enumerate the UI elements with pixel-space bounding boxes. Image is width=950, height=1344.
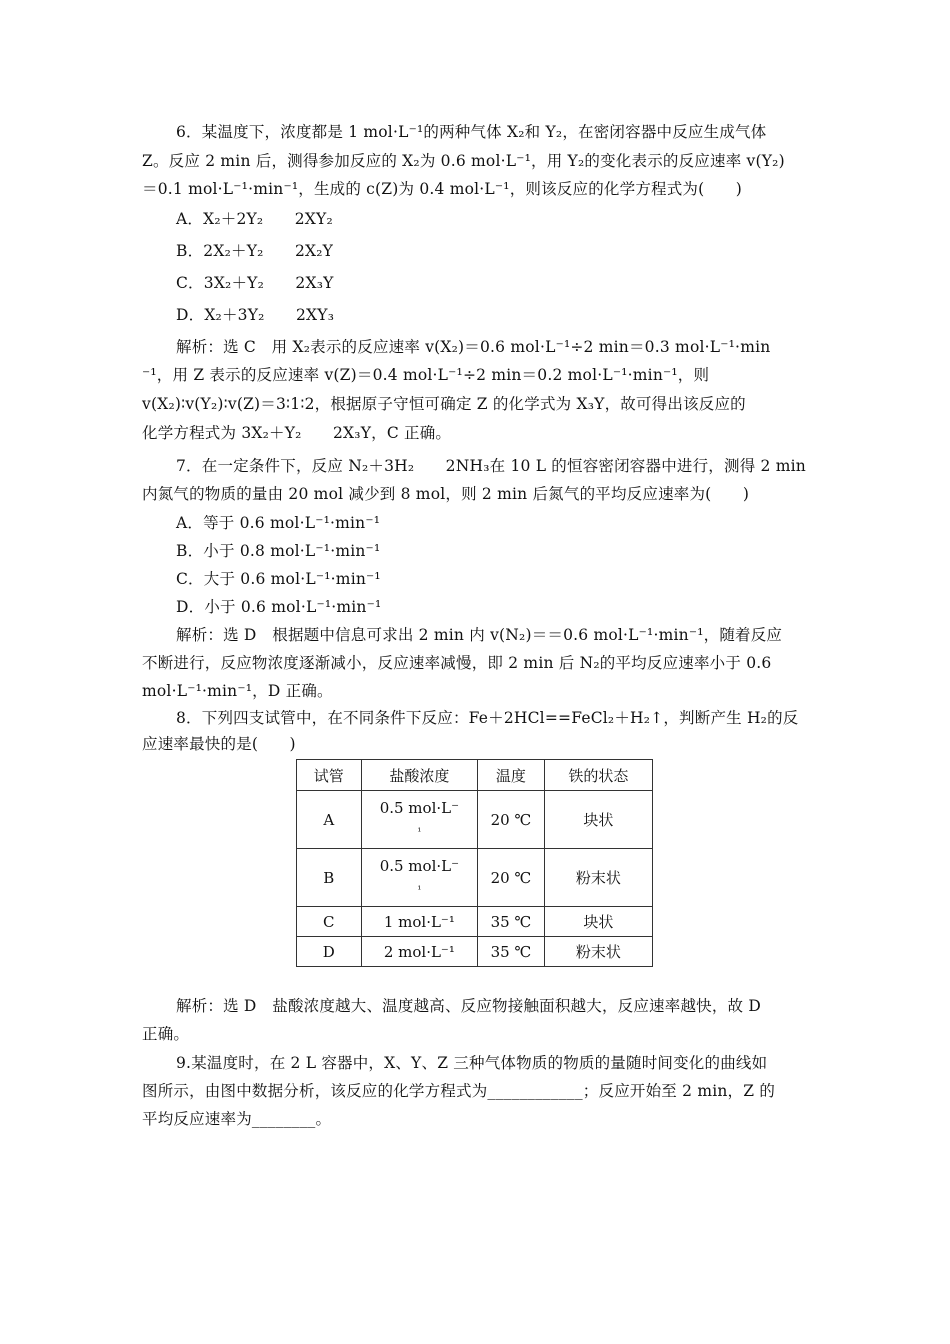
q7-option-d: D．小于 0.6 mol·L⁻¹·min⁻¹ [176, 598, 382, 616]
q6-option-b: B．2X₂＋Y₂ 2X₂Y [176, 242, 334, 260]
header-iron-state: 铁的状态 [544, 760, 652, 791]
q6-option-d: D．X₂＋3Y₂ 2XY₃ [176, 306, 335, 324]
q9-stem-line-1: 9.某温度时，在 2 L 容器中，X、Y、Z 三种气体物质的物质的量随时间变化的曲线如 [176, 1054, 768, 1072]
header-tube: 试管 [297, 760, 362, 791]
q8-analysis-line-2: 正确。 [142, 1025, 190, 1043]
q7-option-a: A．等于 0.6 mol·L⁻¹·min⁻¹ [176, 514, 381, 532]
cell-state: 块状 [544, 907, 652, 937]
q8-stem-line-1: 8．下列四支试管中，在不同条件下反应：Fe＋2HCl==FeCl₂＋H₂↑，判断产生 H₂的反 [176, 709, 799, 727]
q7-analysis-line-1: 解析：选 D 根据题中信息可求出 2 min 内 v(N₂)＝＝0.6 mol·L⁻¹·min⁻¹，随着反应 [176, 626, 783, 644]
cell-temperature: 20 ℃ [478, 849, 545, 907]
q7-stem-line-2: 内氮气的物质的量由 20 mol 减少到 8 mol，则 2 min 后氮气的平均反应速率为( ) [142, 485, 750, 503]
q7-stem-line-1: 7．在一定条件下，反应 N₂＋3H₂ 2NH₃在 10 L 的恒容密闭容器中进行，测得 2 min [176, 457, 806, 475]
q6-stem-line-1: 6．某温度下，浓度都是 1 mol·L⁻¹的两种气体 X₂和 Y₂，在密闭容器中反应生成气体 [176, 123, 767, 141]
cell-state: 块状 [544, 791, 652, 849]
q8-conditions-table [296, 759, 653, 967]
cell-concentration [361, 849, 478, 907]
concentration-main: 0.5 mol·L⁻ [379, 799, 460, 817]
q6-stem-line-3: ＝0.1 mol·L⁻¹·min⁻¹，生成的 c(Z)为 0.4 mol·L⁻¹，则该反应的化学方程式为( ) [142, 180, 743, 198]
table-row [297, 937, 653, 967]
cell-state: 粉末状 [544, 937, 652, 967]
q7-option-c: C．大于 0.6 mol·L⁻¹·min⁻¹ [176, 570, 381, 588]
table-row [297, 907, 653, 937]
q7-analysis-line-3: mol·L⁻¹·min⁻¹，D 正确。 [142, 682, 333, 700]
cell-temperature: 20 ℃ [478, 791, 545, 849]
concentration-text [380, 795, 459, 844]
table-row [297, 791, 653, 849]
q7-analysis-line-2: 不断进行，反应物浓度逐渐减小，反应速率减慢，即 2 min 后 N₂的平均反应速率小于 0.6 [142, 654, 772, 672]
cell-concentration [361, 791, 478, 849]
cell-tube: B [297, 849, 362, 907]
q9-stem-line-2: 图所示，由图中数据分析，该反应的化学方程式为____________；反应开始至 2 min，Z 的 [142, 1082, 776, 1100]
q6-stem-line-2: Z。反应 2 min 后，测得参加反应的 X₂为 0.6 mol·L⁻¹，用 Y₂的变化表示的反应速率 v(Y₂) [142, 152, 785, 170]
q8-stem-line-2: 应速率最快的是( ) [142, 735, 296, 753]
q6-analysis-line-2: ⁻¹，用 Z 表示的反应速率 v(Z)＝0.4 mol·L⁻¹÷2 min＝0.2 mol·L⁻¹·min⁻¹，则 [142, 366, 710, 384]
concentration-text [380, 853, 459, 902]
cell-tube: A [297, 791, 362, 849]
concentration-wrap: ¹ [417, 827, 422, 838]
q6-option-c: C．3X₂＋Y₂ 2X₃Y [176, 274, 334, 292]
table-row [297, 849, 653, 907]
q6-analysis-line-3: v(X₂)∶v(Y₂)∶v(Z)＝3∶1∶2，根据原子守恒可确定 Z 的化学式为 X₃Y，故可得出该反应的 [142, 395, 746, 413]
cell-tube: D [297, 937, 362, 967]
header-temperature: 温度 [478, 760, 545, 791]
table-header-row [297, 760, 653, 791]
q8-analysis-line-1: 解析：选 D 盐酸浓度越大、温度越高、反应物接触面积越大，反应速率越快，故 D [176, 997, 762, 1015]
cell-state: 粉末状 [544, 849, 652, 907]
q7-option-b: B．小于 0.8 mol·L⁻¹·min⁻¹ [176, 542, 381, 560]
q6-option-a: A．X₂＋2Y₂ 2XY₂ [176, 210, 333, 228]
q6-analysis-line-4: 化学方程式为 3X₂＋Y₂ 2X₃Y，C 正确。 [142, 424, 452, 442]
cell-temperature: 35 ℃ [478, 907, 545, 937]
concentration-wrap: ¹ [417, 885, 422, 896]
cell-concentration: 1 mol·L⁻¹ [361, 907, 478, 937]
cell-concentration: 2 mol·L⁻¹ [361, 937, 478, 967]
cell-temperature: 35 ℃ [478, 937, 545, 967]
header-acid-concentration: 盐酸浓度 [361, 760, 478, 791]
q9-stem-line-3: 平均反应速率为________。 [142, 1110, 332, 1128]
cell-tube: C [297, 907, 362, 937]
concentration-main: 0.5 mol·L⁻ [379, 857, 460, 875]
q6-analysis-line-1: 解析：选 C 用 X₂表示的反应速率 v(X₂)＝0.6 mol·L⁻¹÷2 min＝0.3 mol·L⁻¹·min [176, 338, 771, 356]
